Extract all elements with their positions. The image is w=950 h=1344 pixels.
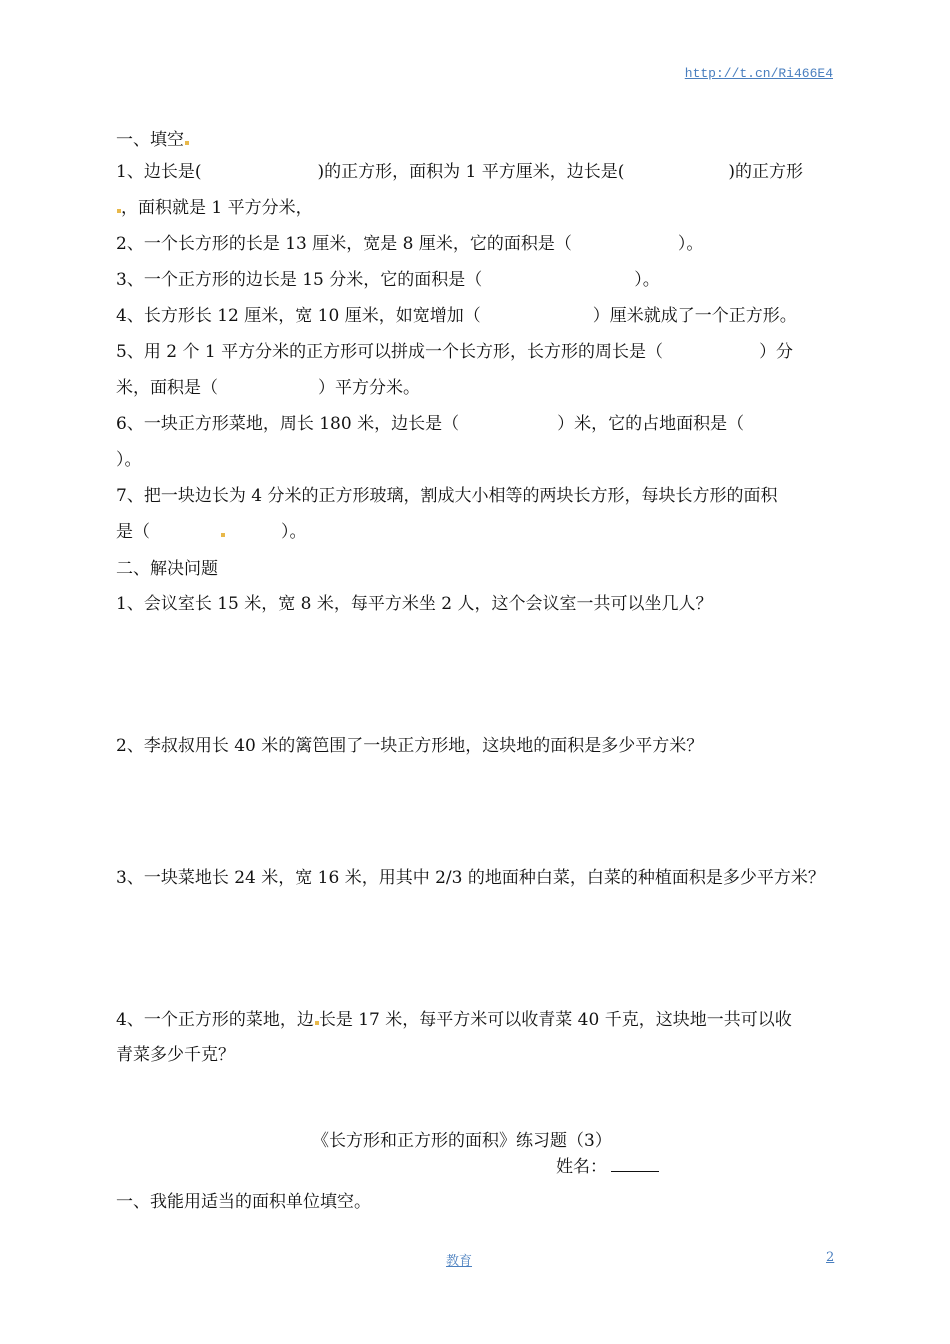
next-exercise-title: 《长方形和正方形的面积》练习题（3） — [312, 1131, 612, 1151]
question-4: 4、长方形长 12 厘米，宽 10 厘米，如宽增加（ ）厘米就成了一个正方形。 — [116, 306, 797, 326]
question-7-line1: 7、把一块边长为 4 分米的正方形玻璃，割成大小相等的两块长方形，每块长方形的面积 — [116, 486, 778, 506]
section-title-fill: 一、填空 — [116, 128, 189, 152]
next-section-title: 一、我能用适当的面积单位填空。 — [116, 1192, 371, 1212]
question-3: 3、一个正方形的边长是 15 分米，它的面积是（ ）。 — [116, 270, 660, 290]
name-blank — [611, 1155, 659, 1172]
footer-link[interactable]: 教育 — [446, 1254, 473, 1269]
question-1-line1: 1、边长是( )的正方形，面积为 1 平方厘米，边长是( )的正方形 — [116, 162, 803, 182]
question-5-line2: 米，面积是（ ）平方分米。 — [116, 378, 420, 398]
name-label: 姓名： — [556, 1157, 607, 1177]
question-1-line2: ，面积就是 1 平方分米， — [116, 196, 313, 220]
problem-4-line2: 青菜多少千克？ — [116, 1045, 235, 1065]
question-2: 2、一个长方形的长是 13 厘米，宽是 8 厘米，它的面积是（ ）。 — [116, 234, 704, 254]
question-6-line1: 6、一块正方形菜地，周长 180 米，边长是（ ）米，它的占地面积是（ — [116, 414, 745, 434]
problem-3: 3、一块菜地长 24 米，宽 16 米，用其中 2/3 的地面种白菜，白菜的种植面积是多少平方米？ — [116, 868, 825, 888]
header-link[interactable]: http://t.cn/Ri466E4 — [684, 66, 833, 81]
page-number[interactable]: 2 — [826, 1250, 835, 1265]
section-title-problems: 二、解决问题 — [116, 559, 218, 579]
name-field — [556, 1155, 659, 1179]
problem-2: 2、李叔叔用长 40 米的篱笆围了一块正方形地，这块地的面积是多少平方米？ — [116, 736, 704, 756]
edit-mark — [221, 533, 225, 537]
question-6-line2: ）。 — [116, 450, 142, 470]
question-7-line2: 是（ ）。 — [116, 522, 307, 542]
question-5-line1: 5、用 2 个 1 平方分米的正方形可以拼成一个长方形，长方形的周长是（ ）分 — [116, 342, 794, 362]
edit-mark — [185, 141, 189, 145]
problem-1: 1、会议室长 15 米，宽 8 米，每平方米坐 2 人，这个会议室一共可以坐几人？ — [116, 594, 713, 614]
problem-4-line1: 4、一个正方形的菜地，边 长是 17 米，每平方米可以收青菜 40 千克，这块地一共可以收 — [116, 1010, 792, 1030]
